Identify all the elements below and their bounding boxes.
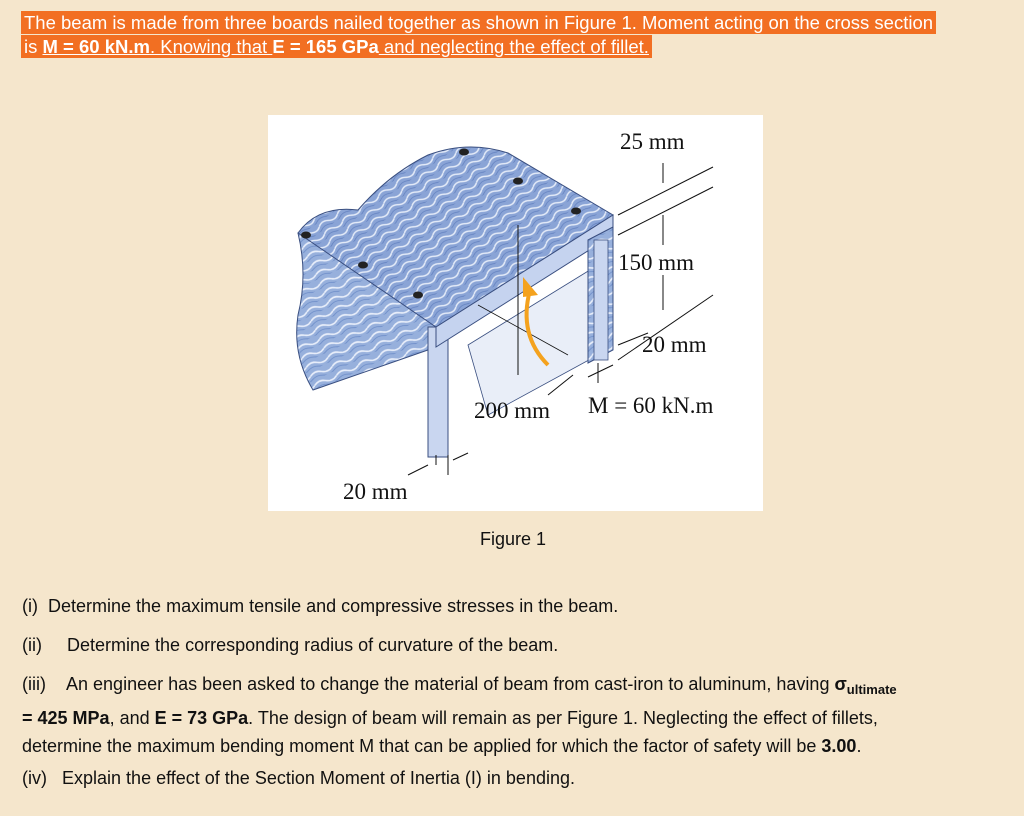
figure-caption: Figure 1	[480, 529, 547, 549]
question-3: (iii) An engineer has been asked to change the material of beam from cast-iron to aluminum, having $\sigma_{ultimate}$ = 425 MPa, and E = 73 GPa. The design of beam will remain as per Figure 1. Neglecting the effect of fillets, determine the maximum bending moment M that can be applied for which the factor of safety will be 3.00.	[22, 674, 897, 756]
dim-25mm: 25 mm	[620, 129, 685, 154]
question-4: (iv) Explain the effect of the Section Moment of Inertia (I) in bending.	[22, 768, 575, 788]
dim-20mm-flange: 20 mm	[642, 332, 707, 357]
figure-1	[268, 115, 763, 511]
statement-line-1: The beam is made from three boards nailed together as shown in Figure 1. Moment acting on the cross section	[21, 11, 936, 34]
question-2: (ii) Determine the corresponding radius of curvature of the beam.	[22, 635, 559, 655]
beam-illustration	[268, 115, 763, 511]
problem-statement	[21, 11, 1011, 59]
dim-20mm-web: 20 mm	[343, 479, 408, 504]
statement-line-2: is M = 60 kN.m. Knowing that E = 165 GPa and neglecting the effect of fillet.	[21, 35, 652, 58]
dim-150mm: 150 mm	[618, 250, 695, 275]
dim-200mm: 200 mm	[474, 398, 551, 423]
moment-label: M = 60 kN.m	[588, 393, 714, 418]
left-web-edge	[428, 327, 448, 457]
question-1: (i) Determine the maximum tensile and compressive stresses in the beam.	[22, 596, 619, 616]
